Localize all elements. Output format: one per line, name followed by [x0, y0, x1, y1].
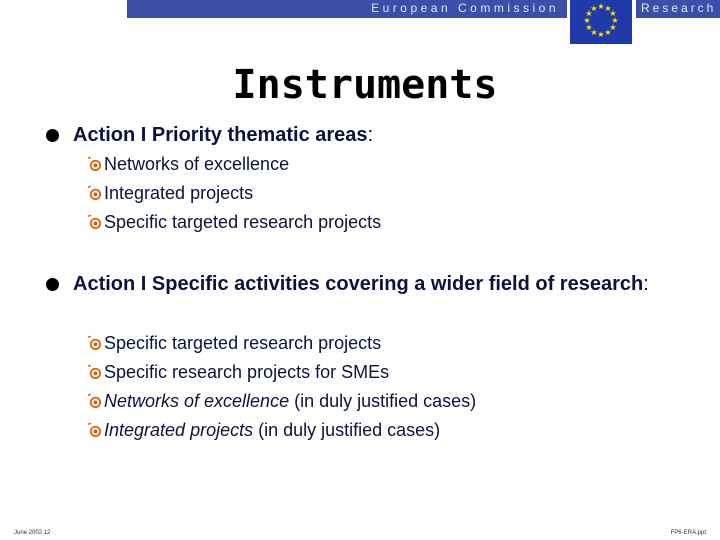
list-item [86, 332, 381, 354]
svg-text:★: ★ [597, 2, 605, 11]
eu-stars-icon [570, 0, 632, 44]
swirl-bullet-icon [86, 213, 103, 230]
item-text: Specific research projects for SMEs [104, 362, 390, 382]
org-label: European Commission [371, 1, 559, 15]
swirl-bullet-icon [86, 155, 103, 172]
item-text: Specific targeted research projects [104, 212, 382, 232]
list-item [86, 361, 389, 383]
header-banner-right [636, 0, 720, 18]
item-text: Integrated projects [104, 183, 254, 203]
heading-text: Action I Specific activities covering a wider field of research [73, 273, 644, 295]
footer-filename: FP6-ERA.ppt [670, 530, 706, 536]
bullet-dot-icon [46, 278, 59, 291]
footer-date: June 2002 12 [14, 530, 51, 536]
svg-text:★: ★ [585, 9, 593, 18]
swirl-bullet-icon [86, 363, 103, 380]
svg-text:★: ★ [604, 4, 612, 13]
bullet-dot-icon [46, 129, 59, 142]
dept-label: Research [641, 1, 717, 15]
heading-suffix: : [643, 273, 649, 295]
swirl-bullet-icon [86, 392, 103, 409]
svg-text:★: ★ [590, 28, 598, 37]
eu-flag-logo [570, 0, 632, 44]
svg-text:★: ★ [585, 23, 593, 32]
header-banner [127, 0, 567, 18]
item-text: Networks of excellence [104, 391, 290, 411]
svg-text:★: ★ [609, 23, 617, 32]
list-item [86, 182, 253, 204]
svg-text:★: ★ [590, 4, 598, 13]
svg-text:★: ★ [609, 9, 617, 18]
swirl-bullet-icon [86, 184, 103, 201]
swirl-bullet-icon [86, 334, 103, 351]
list-item [86, 419, 440, 441]
section-heading-2 [44, 269, 693, 299]
slide-title: Instruments [232, 62, 498, 108]
svg-text:★: ★ [583, 16, 591, 25]
item-text-rest: (in duly justified cases) [253, 420, 441, 440]
heading-text: Action I Priority thematic areas [73, 124, 368, 146]
heading-suffix: : [367, 124, 374, 146]
swirl-bullet-icon [86, 421, 103, 438]
list-item [86, 390, 476, 412]
item-text: Networks of excellence [104, 154, 290, 174]
item-text: Specific targeted research projects [104, 333, 382, 353]
item-text-rest: (in duly justified cases) [289, 391, 477, 411]
list-item [86, 211, 381, 233]
svg-text:★: ★ [604, 28, 612, 37]
svg-text:★: ★ [611, 16, 619, 25]
svg-text:★: ★ [597, 30, 605, 39]
list-item [86, 153, 289, 175]
section-heading-1 [44, 120, 693, 150]
item-text: Integrated projects [104, 420, 254, 440]
